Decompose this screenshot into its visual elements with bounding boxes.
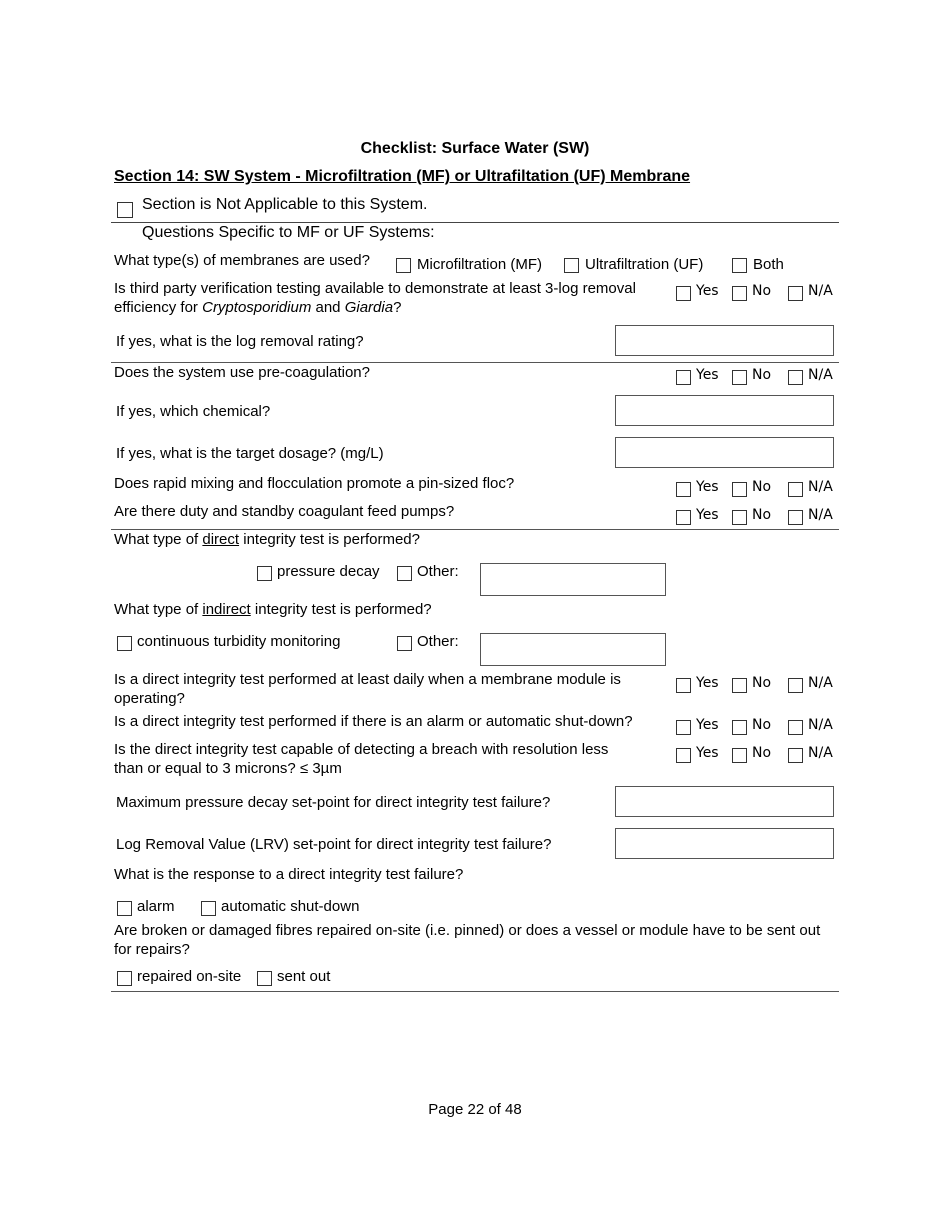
- floc-na-checkbox[interactable]: [788, 482, 803, 497]
- pressure-decay-checkbox[interactable]: [257, 566, 272, 581]
- pumps-no-checkbox[interactable]: [732, 510, 747, 525]
- subheading: Questions Specific to MF or UF Systems:: [142, 224, 435, 241]
- question-pumps: Are there duty and standby coagulant feed pumps?: [114, 503, 455, 520]
- both-checkbox[interactable]: [732, 258, 747, 273]
- question-floc: Does rapid mixing and flocculation promote a pin-sized floc?: [114, 475, 515, 492]
- question-max-pressure-decay: Maximum pressure decay set-point for direct integrity test failure?: [116, 794, 551, 811]
- dosage-input[interactable]: [615, 437, 834, 468]
- na-label: N/A: [808, 717, 833, 733]
- page-title: Checklist: Surface Water (SW): [360, 140, 590, 157]
- divider: [111, 222, 839, 223]
- pumps-na-checkbox[interactable]: [788, 510, 803, 525]
- daily-no-checkbox[interactable]: [732, 678, 747, 693]
- shutdown-response-label: automatic shut-down: [221, 898, 360, 915]
- chemical-input[interactable]: [615, 395, 834, 426]
- alarm-response-label: alarm: [137, 898, 175, 915]
- repaired-onsite-label: repaired on-site: [137, 968, 242, 985]
- no-label: No: [752, 367, 772, 383]
- divider: [111, 529, 839, 530]
- shutdown-response-checkbox[interactable]: [201, 901, 216, 916]
- question-lrv: Log Removal Value (LRV) set-point for direct integrity test failure?: [116, 836, 552, 853]
- divider: [111, 991, 839, 992]
- question-direct-test-type: What type of direct integrity test is performed?: [114, 531, 420, 548]
- max-pressure-decay-input[interactable]: [615, 786, 834, 817]
- section-heading: Section 14: SW System - Microfiltration (MF) or Ultrafiltation (UF) Membrane: [114, 168, 691, 185]
- alarm-yes-checkbox[interactable]: [676, 720, 691, 735]
- sent-out-checkbox[interactable]: [257, 971, 272, 986]
- question-response: What is the response to a direct integrity test failure?: [114, 866, 464, 883]
- no-label: No: [752, 507, 772, 523]
- question-indirect-test-type: What type of indirect integrity test is performed?: [114, 601, 432, 618]
- yes-label: Yes: [696, 675, 719, 691]
- question-dosage: If yes, what is the target dosage? (mg/L): [116, 445, 384, 462]
- precoag-na-checkbox[interactable]: [788, 370, 803, 385]
- indirect-other-checkbox[interactable]: [397, 636, 412, 651]
- indirect-other-label: Other:: [417, 633, 459, 650]
- floc-no-checkbox[interactable]: [732, 482, 747, 497]
- question-daily-test: Is a direct integrity test performed at least daily when a membrane module is operating?: [114, 671, 621, 707]
- pumps-yes-checkbox[interactable]: [676, 510, 691, 525]
- both-label: Both: [753, 256, 784, 273]
- divider: [111, 362, 839, 363]
- indirect-other-input[interactable]: [480, 633, 666, 666]
- question-precoagulation: Does the system use pre-coagulation?: [114, 364, 370, 381]
- mf-label: Microfiltration (MF): [417, 256, 543, 273]
- no-label: No: [752, 675, 772, 691]
- uf-checkbox[interactable]: [564, 258, 579, 273]
- na-label: N/A: [808, 479, 833, 495]
- alarm-response-checkbox[interactable]: [117, 901, 132, 916]
- third-party-na-checkbox[interactable]: [788, 286, 803, 301]
- alarm-no-checkbox[interactable]: [732, 720, 747, 735]
- lrv-input[interactable]: [615, 828, 834, 859]
- mf-checkbox[interactable]: [396, 258, 411, 273]
- question-alarm-test: Is a direct integrity test performed if there is an alarm or automatic shut-down?: [114, 713, 633, 730]
- precoag-no-checkbox[interactable]: [732, 370, 747, 385]
- question-third-party: Is third party verification testing available to demonstrate at least 3-log removal efficiency for Cryptosporidium and Giardia?: [114, 280, 636, 316]
- floc-yes-checkbox[interactable]: [676, 482, 691, 497]
- third-party-no-checkbox[interactable]: [732, 286, 747, 301]
- daily-yes-checkbox[interactable]: [676, 678, 691, 693]
- sent-out-label: sent out: [277, 968, 331, 985]
- not-applicable-checkbox[interactable]: [117, 202, 133, 218]
- daily-na-checkbox[interactable]: [788, 678, 803, 693]
- not-applicable-label: Section is Not Applicable to this System.: [142, 196, 428, 213]
- no-label: No: [752, 745, 772, 761]
- turbidity-checkbox[interactable]: [117, 636, 132, 651]
- question-log-rating: If yes, what is the log removal rating?: [116, 333, 364, 350]
- repaired-onsite-checkbox[interactable]: [117, 971, 132, 986]
- yes-label: Yes: [696, 745, 719, 761]
- yes-label: Yes: [696, 507, 719, 523]
- resolution-no-checkbox[interactable]: [732, 748, 747, 763]
- no-label: No: [752, 717, 772, 733]
- log-rating-input[interactable]: [615, 325, 834, 356]
- resolution-yes-checkbox[interactable]: [676, 748, 691, 763]
- page-number: Page 22 of 48: [428, 1101, 522, 1118]
- question-membrane-type: What type(s) of membranes are used?: [114, 252, 370, 269]
- question-resolution: Is the direct integrity test capable of detecting a breach with resolution less than or equal to 3 microns? ≤ 3µm: [114, 741, 609, 777]
- yes-label: Yes: [696, 479, 719, 495]
- turbidity-label: continuous turbidity monitoring: [137, 633, 341, 650]
- yes-label: Yes: [696, 717, 719, 733]
- na-label: N/A: [808, 675, 833, 691]
- direct-other-checkbox[interactable]: [397, 566, 412, 581]
- na-label: N/A: [808, 367, 833, 383]
- yes-label: Yes: [696, 283, 719, 299]
- alarm-na-checkbox[interactable]: [788, 720, 803, 735]
- precoag-yes-checkbox[interactable]: [676, 370, 691, 385]
- direct-other-input[interactable]: [480, 563, 666, 596]
- uf-label: Ultrafiltration (UF): [585, 256, 704, 273]
- question-fibres: Are broken or damaged fibres repaired on-site (i.e. pinned) or does a vessel or module have to be sent out for repairs?: [114, 922, 821, 958]
- third-party-yes-checkbox[interactable]: [676, 286, 691, 301]
- na-label: N/A: [808, 283, 833, 299]
- no-label: No: [752, 283, 772, 299]
- yes-label: Yes: [696, 367, 719, 383]
- no-label: No: [752, 479, 772, 495]
- na-label: N/A: [808, 507, 833, 523]
- question-chemical: If yes, which chemical?: [116, 403, 271, 420]
- pressure-decay-label: pressure decay: [277, 563, 380, 580]
- resolution-na-checkbox[interactable]: [788, 748, 803, 763]
- direct-other-label: Other:: [417, 563, 459, 580]
- na-label: N/A: [808, 745, 833, 761]
